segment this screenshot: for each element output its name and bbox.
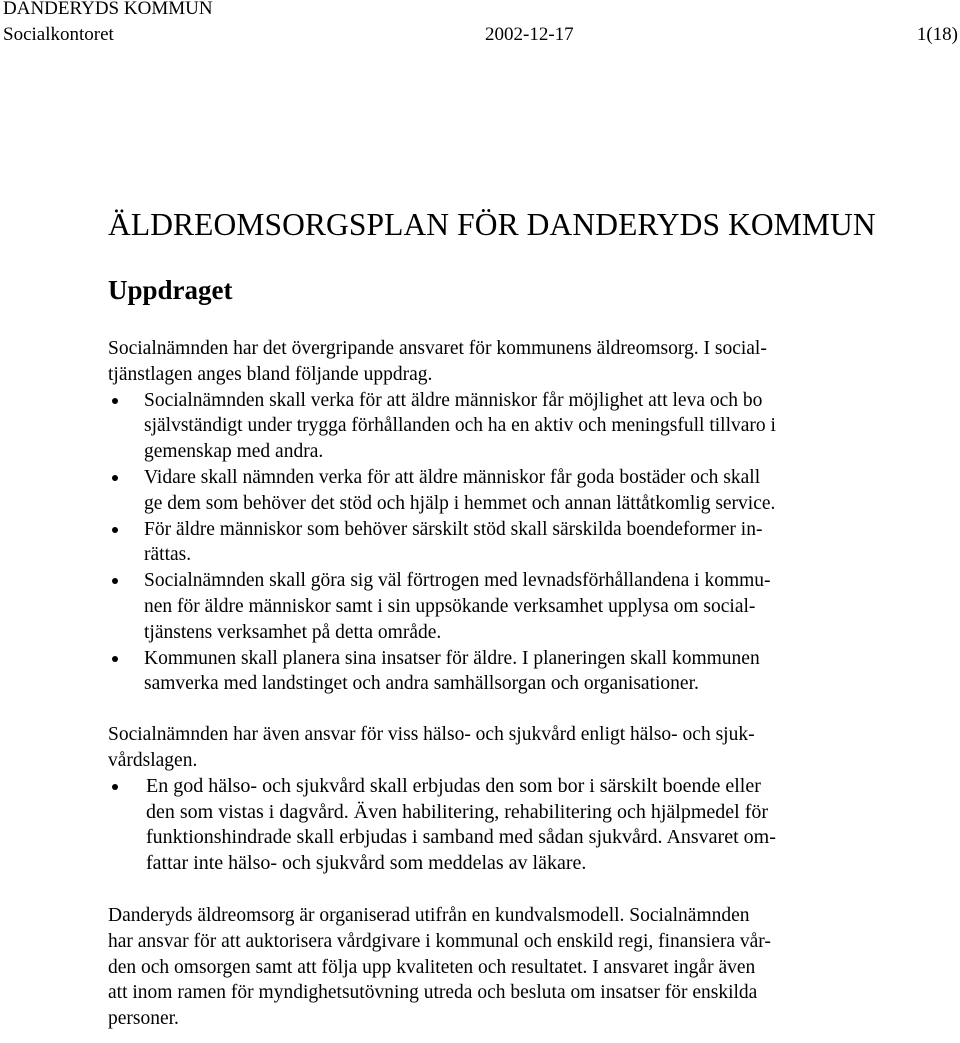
organization-name: DANDERYDS KOMMUN	[3, 0, 213, 19]
department-name: Socialkontoret	[3, 24, 114, 45]
list-item	[108, 517, 878, 569]
bullet-icon	[112, 578, 118, 584]
bullet-icon	[112, 784, 118, 790]
list-item	[108, 568, 878, 645]
page-number: 1(18)	[916, 24, 958, 45]
list-item	[108, 646, 878, 698]
paragraph-health-care: Socialnämnden har även ansvar för viss hälso- och sjukvård enligt hälso- och sjuk- vårdslagen.	[108, 724, 755, 771]
intro-paragraph: Socialnämnden har det övergripande ansvaret för kommunens äldreomsorg. I social- tjänstlagen anges bland följande uppdrag.	[108, 338, 767, 385]
bullet-list-2	[108, 774, 878, 877]
list-item	[108, 774, 878, 877]
document-title: ÄLDREOMSORGSPLAN FÖR DANDERYDS KOMMUN	[108, 207, 876, 242]
list-item-text: Socialnämnden skall göra sig väl förtrogen med levnadsförhållandena i kommu- nen för äldre människor samt i sin uppsökande verksamhet upplysa om social- tjänstens verksamhet på detta område.	[144, 570, 771, 643]
list-item	[108, 465, 878, 517]
header-row-1	[3, 0, 958, 23]
bullet-icon	[112, 398, 118, 404]
list-item-text: För äldre människor som behöver särskilt stöd skall särskilda boendeformer in- rättas.	[144, 518, 763, 566]
list-item-text: Socialnämnden skall verka för att äldre människor får möjlighet att leva och bo självständigt under trygga förhållanden och ha en aktiv och meningsfull tillvaro i gemenskap med andra.	[144, 389, 776, 463]
document-date: 2002-12-17	[485, 24, 574, 45]
paragraph-organization: Danderyds äldreomsorg är organiserad utifrån en kundvalsmodell. Socialnämnden har ansvar för att auktorisera vårdgivare i kommunal och enskild regi, finansiera vår- den och omsorgen samt att följa upp kvaliteten och resultatet. I ansvaret ingår även att inom ramen för myndighetsutövning utreda och besluta om insatser för enskilda personer.	[108, 904, 771, 1030]
bullet-list-1	[108, 388, 878, 698]
list-item	[108, 388, 878, 465]
document-header	[3, 0, 958, 46]
header-row-2	[3, 23, 958, 46]
list-item-text: En god hälso- och sjukvård skall erbjudas den som bor i särskilt boende eller den som vistas i dagvård. Även habilitering, rehabilitering och hjälpmedel för funktionshindrade skall erbjudas i samband med sådan sjukvård. Ansvaret om- fattar inte hälso- och sjukvård som meddelas av läkare.	[146, 774, 776, 875]
section-heading: Uppdraget	[108, 275, 233, 305]
list-item-text: Vidare skall nämnden verka för att äldre människor får goda bostäder och skall ge dem som behöver det stöd och hjälp i hemmet och annan lättåtkomlig service.	[144, 466, 776, 514]
list-item-text: Kommunen skall planera sina insatser för äldre. I planeringen skall kommunen samverka med landstinget och andra samhällsorgan och organisationer.	[144, 647, 760, 695]
document-body	[108, 336, 878, 1032]
bullet-icon	[112, 656, 118, 662]
bullet-icon	[112, 527, 118, 533]
bullet-icon	[112, 475, 118, 481]
